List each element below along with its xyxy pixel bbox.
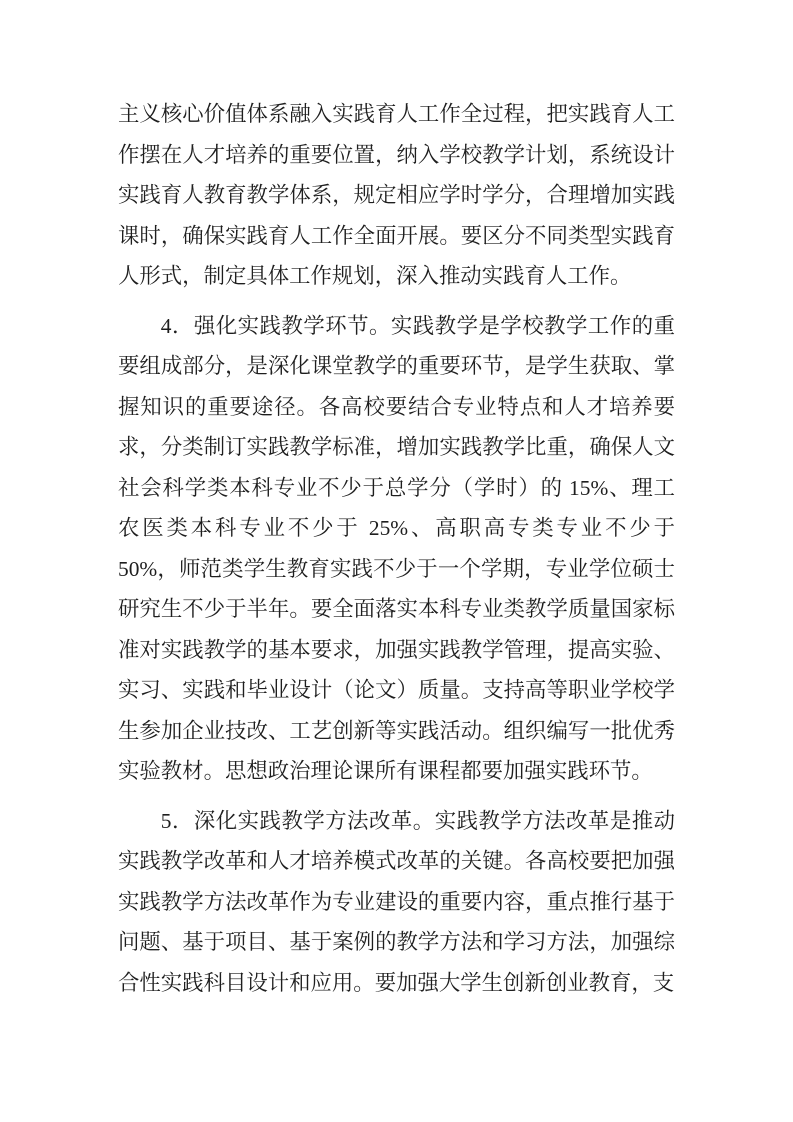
paragraph-continuation: 主义核心价值体系融入实践育人工作全过程，把实践育人工作摆在人才培养的重要位置，纳入学校教学计划，系统设计实践育人教育教学体系，规定相应学时学分，合理增加实践课时，确保实践育人工作全面开展。要区分不同类型实践育人形式，制定具体工作规划，深入推动实践育人工作。 [118,102,675,288]
paragraph-item-4: 4．强化实践教学环节。实践教学是学校教学工作的重要组成部分，是深化课堂教学的重要环节，是学生获取、掌握知识的重要途径。各高校要结合专业特点和人才培养要求，分类制订实践教学标准，增加实践教学比重，确保人文社会科学类本科专业不少于总学分（学时）的 15%、理工农医类本科专业不少于 25%、高职高专类专业不少于 50%，师范类学生教育实践不少于一个学期，专业学位硕士研究生不少于半年。要全面落实本科专业类教学质量国家标准对实践教学的基本要求，加强实践教学管理，提高实验、实习、实践和毕业设计（论文）质量。支持高等职业学校学生参加企业技改、工艺创新等实践活动。组织编写一批优秀实验教材。思想政治理论课所有课程都要加强实践环节。 [118,313,675,783]
document-text-block [118,94,675,1012]
paragraph-item-5: 5．深化实践教学方法改革。实践教学方法改革是推动实践教学改革和人才培养模式改革的关键。各高校要把加强实践教学方法改革作为专业建设的重要内容，重点推行基于问题、基于项目、基于案例的教学方法和学习方法，加强综合性实践科目设计和应用。要加强大学生创新创业教育，支 [118,808,675,995]
